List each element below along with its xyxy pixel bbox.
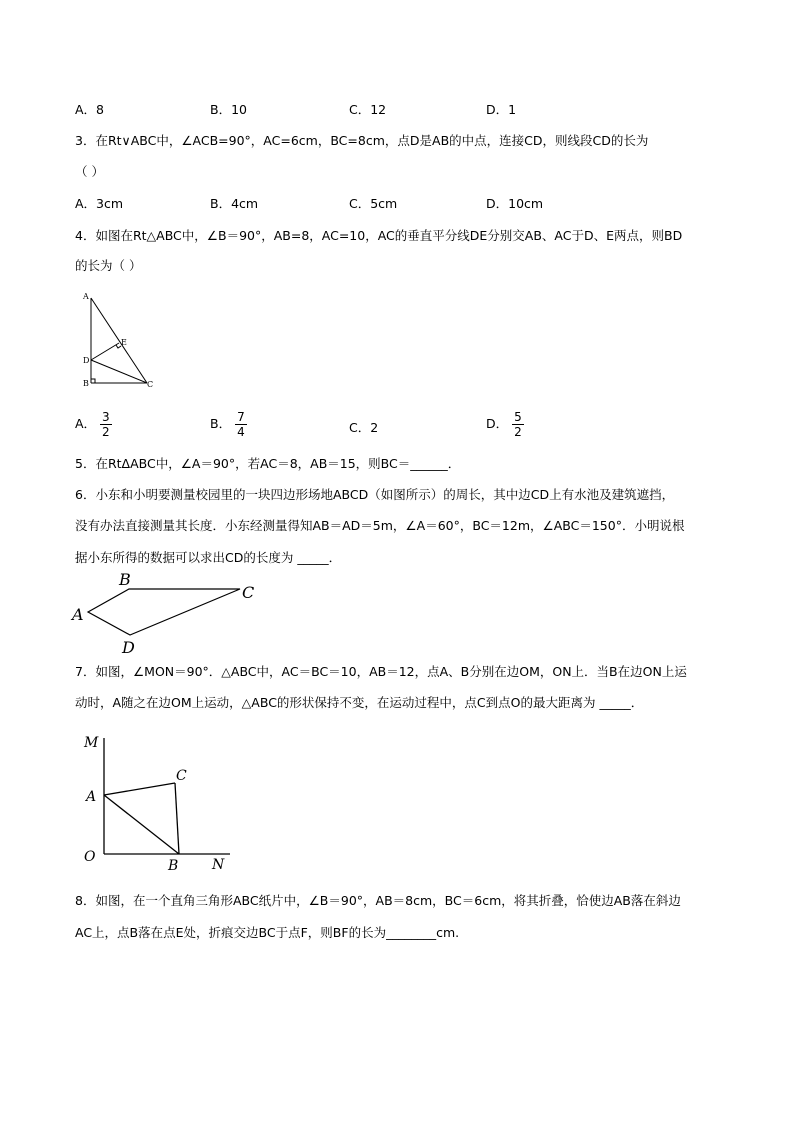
- q2-option-b: B．10: [210, 102, 247, 117]
- q4-option-b: [210, 410, 247, 439]
- q7-angle-figure: [78, 728, 238, 878]
- q4-option-d-letter: D．: [486, 416, 509, 431]
- q5-question: 5．在RtΔABC中，∠A＝90°，若AC＝8，AB＝15，则BC＝______．: [75, 456, 461, 471]
- q4-label-c: C: [147, 380, 154, 389]
- q4-option-a-denominator: 2: [102, 425, 110, 439]
- q6-quadrilateral-figure: [68, 568, 268, 658]
- q4-option-d-numerator: 5: [514, 410, 522, 424]
- q4-triangle-figure: [78, 288, 163, 390]
- q4-option-a-numerator: 3: [102, 410, 110, 424]
- q4-option-b-fraction: [235, 410, 247, 439]
- q4-label-a: A: [83, 292, 89, 301]
- q6-label-b: B: [119, 570, 131, 589]
- q4-label-e: E: [121, 338, 127, 347]
- q8-question-line2: AC上，点B落在点E处，折痕交边BC于点F，则BF的长为________cm.: [75, 925, 460, 940]
- q4-question-line1: 4．如图在Rt△ABC中，∠B＝90°，AB=8，AC=10，AC的垂直平分线DE分别交AB、AC于D、E两点，则BD: [75, 228, 683, 243]
- q6-question-line2: 没有办法直接测量其长度．小东经测量得知AB＝AD＝5m，∠A＝60°，BC＝12m，∠ABC＝150°．小明说根: [75, 518, 685, 533]
- q4-option-c-value: 2: [370, 420, 379, 435]
- q4-option-c-letter: C．: [349, 420, 371, 435]
- q4-right-angle-b: [91, 379, 95, 383]
- q4-option-d-fraction: [512, 410, 524, 439]
- q4-segment-ac: [91, 298, 147, 383]
- q7-label-n: N: [212, 857, 225, 873]
- q4-option-a: [75, 410, 112, 439]
- q2-option-a: A．8: [75, 102, 105, 117]
- q4-segment-dc: [91, 360, 147, 383]
- q7-label-a: A: [86, 789, 97, 805]
- q7-label-o: O: [84, 849, 96, 865]
- q6-question-line1: 6．小东和小明要测量校园里的一块四边形场地ABCD（如图所示）的周长，其中边CD上有水池及建筑遮挡，: [75, 487, 675, 502]
- q6-quadrilateral-abcd: [88, 589, 240, 635]
- q6-label-d: D: [122, 638, 135, 657]
- q7-segment-ab: [104, 795, 179, 854]
- q6-question-line3: 据小东所得的数据可以求出CD的长度为 _____．: [75, 550, 342, 565]
- q3-option-d: D．10cm: [486, 196, 544, 211]
- q7-label-c: C: [176, 768, 187, 784]
- q7-label-b: B: [168, 858, 179, 874]
- q4-option-b-letter: B．: [210, 416, 232, 431]
- q4-question-line2: 的长为（ ）: [75, 258, 142, 273]
- q6-label-a: A: [72, 605, 84, 624]
- q2-option-d: D．1: [486, 102, 517, 117]
- q7-segment-ac: [104, 783, 175, 795]
- q6-label-c: C: [242, 583, 255, 602]
- q4-label-d: D: [83, 356, 90, 365]
- q7-question-line1: 7．如图，∠MON＝90°．△ABC中，AC＝BC＝10，AB＝12，点A、B分别在边OM，ON上．当B在边ON上运: [75, 664, 687, 679]
- q4-option-d-denominator: 2: [514, 425, 522, 439]
- q8-question-line1: 8．如图，在一个直角三角形ABC纸片中，∠B＝90°，AB＝8cm，BC＝6cm，将其折叠，恰使边AB落在斜边: [75, 893, 681, 908]
- q4-segment-de: [91, 343, 119, 360]
- q7-label-m: M: [84, 735, 99, 751]
- q4-option-a-fraction: [100, 410, 112, 439]
- q3-option-a: A．3cm: [75, 196, 124, 211]
- q3-question: 3．在Rt∨ABC中，∠ACB=90°，AC=6cm，BC=8cm，点D是AB的中点，连接CD，则线段CD的长为: [75, 133, 649, 148]
- q4-option-b-denominator: 4: [237, 425, 245, 439]
- q7-segment-bc: [175, 783, 179, 854]
- q3-answer-blank: （ ）: [75, 164, 104, 179]
- q4-label-b: B: [83, 379, 89, 388]
- q7-question-line2: 动时，A随之在边OM上运动，△ABC的形状保持不变，在运动过程中，点C到点O的最大距离为 _____．: [75, 695, 644, 710]
- q3-option-c: C．5cm: [349, 196, 398, 211]
- q4-option-d: [486, 410, 524, 439]
- q4-option-b-numerator: 7: [237, 410, 245, 424]
- q2-option-c: C．12: [349, 102, 387, 117]
- q4-option-c: [349, 420, 378, 436]
- q4-option-a-letter: A．: [75, 416, 97, 431]
- q3-option-b: B．4cm: [210, 196, 259, 211]
